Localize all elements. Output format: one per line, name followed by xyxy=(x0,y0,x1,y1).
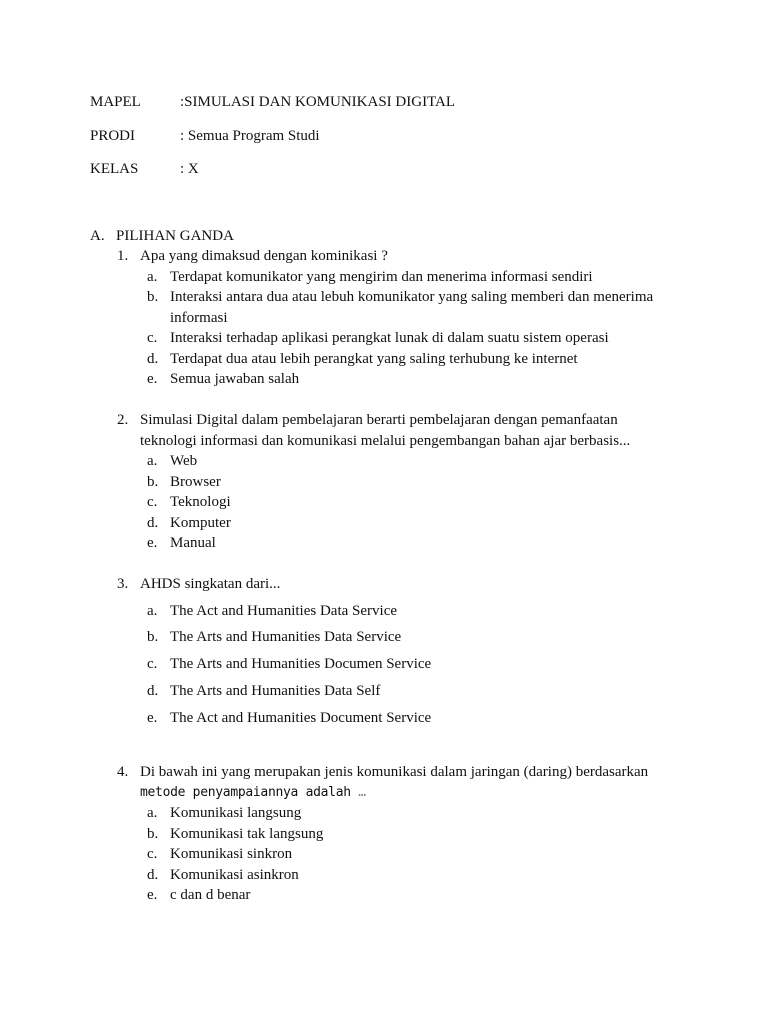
option-list xyxy=(117,451,677,554)
option-item xyxy=(117,844,677,865)
option-item xyxy=(117,708,677,728)
prodi-label: PRODI xyxy=(90,128,136,144)
option-text: Web xyxy=(170,453,198,469)
option-text: Terdapat dua atau lebih perangkat yang saling terhubung ke internet xyxy=(170,350,578,367)
question-number: 1. xyxy=(117,248,129,264)
question-1 xyxy=(117,246,677,390)
option-text: Semua jawaban salah xyxy=(170,371,300,387)
prodi-value: : Semua Program Studi xyxy=(180,128,320,144)
option-letter: c. xyxy=(147,656,158,673)
option-text: The Act and Humanities Document Service xyxy=(170,709,432,726)
question-stem: Simulasi Digital dalam pembelajaran berarti pembelajaran dengan pemanfaatan teknologi informasi dan komunikasi melalui pengembangan bahan ajar berbasis... xyxy=(140,412,631,449)
ellipsis: … xyxy=(358,784,366,800)
option-letter: c. xyxy=(147,330,158,346)
mapel-value: :SIMULASI DAN KOMUNIKASI DIGITAL xyxy=(180,94,456,110)
question-stem: AHDS singkatan dari... xyxy=(140,576,281,592)
question-stem: Apa yang dimaksud dengan kominikasi ? xyxy=(140,248,388,264)
option-letter: c. xyxy=(147,846,158,862)
option-item xyxy=(117,601,677,621)
option-item xyxy=(117,349,677,370)
option-text: The Act and Humanities Data Service xyxy=(170,602,398,619)
option-item xyxy=(117,803,677,824)
option-text: The Arts and Humanities Data Service xyxy=(170,629,402,646)
section-heading xyxy=(90,226,234,246)
option-letter: b. xyxy=(147,825,159,842)
option-letter: a. xyxy=(147,602,158,619)
option-text: Browser xyxy=(170,473,221,490)
option-item xyxy=(117,267,677,288)
option-item xyxy=(117,654,677,674)
option-item xyxy=(117,885,677,906)
option-item xyxy=(117,287,677,328)
section-letter: A. xyxy=(90,228,105,244)
option-item xyxy=(117,451,677,472)
option-letter: a. xyxy=(147,805,158,821)
option-text: Teknologi xyxy=(170,494,231,510)
option-text: Komputer xyxy=(170,514,231,531)
option-text: The Arts and Humanities Documen Service xyxy=(170,656,432,673)
option-text: Komunikasi sinkron xyxy=(170,846,293,862)
kelas-value: : X xyxy=(180,161,199,177)
option-letter: e. xyxy=(147,709,158,726)
question-number: 2. xyxy=(117,412,129,428)
mapel-label: MAPEL xyxy=(90,94,141,110)
option-item xyxy=(117,865,677,886)
option-letter: e. xyxy=(147,371,158,387)
option-letter: c. xyxy=(147,494,158,510)
option-letter: e. xyxy=(147,535,158,551)
option-letter: d. xyxy=(147,350,159,367)
option-text: Manual xyxy=(170,535,216,551)
option-letter: a. xyxy=(147,453,158,469)
option-letter: d. xyxy=(147,866,159,883)
question-stem xyxy=(140,762,677,803)
option-item xyxy=(117,369,677,390)
option-text: Komunikasi tak langsung xyxy=(170,825,324,842)
option-letter: b. xyxy=(147,473,159,490)
option-letter: a. xyxy=(147,268,158,285)
option-letter: d. xyxy=(147,514,159,531)
section-title: PILIHAN GANDA xyxy=(116,228,234,244)
option-text: Komunikasi langsung xyxy=(170,805,302,821)
option-item xyxy=(117,533,677,554)
option-text: Interaksi terhadap aplikasi perangkat lunak di dalam suatu sistem operasi xyxy=(170,330,609,346)
question-stem-line xyxy=(140,783,677,804)
option-item xyxy=(117,328,677,349)
option-text: c dan d benar xyxy=(170,887,251,903)
option-item xyxy=(117,492,677,513)
option-text: Komunikasi asinkron xyxy=(170,866,299,883)
question-stem-text: metode penyampaiannya adalah xyxy=(140,784,351,800)
option-list xyxy=(117,803,677,906)
option-letter: e. xyxy=(147,887,158,903)
option-list xyxy=(117,601,677,728)
option-letter: d. xyxy=(147,682,159,699)
option-list xyxy=(117,267,677,390)
question-stem-line: Di bawah ini yang merupakan jenis komunikasi dalam jaringan (daring) berdasarkan xyxy=(140,764,649,780)
kelas-label: KELAS xyxy=(90,161,139,177)
option-text: Interaksi antara dua atau lebuh komunikator yang saling memberi dan menerima informasi xyxy=(170,289,654,326)
option-item xyxy=(117,824,677,845)
question-3 xyxy=(117,574,677,734)
option-item xyxy=(117,472,677,493)
question-2 xyxy=(117,410,677,554)
option-letter: b. xyxy=(147,289,159,305)
option-text: The Arts and Humanities Data Self xyxy=(170,682,381,699)
option-item xyxy=(117,627,677,647)
option-item xyxy=(117,681,677,701)
option-item xyxy=(117,513,677,534)
question-number: 3. xyxy=(117,576,129,592)
question-number: 4. xyxy=(117,764,129,780)
question-4 xyxy=(117,762,677,906)
option-text: Terdapat komunikator yang mengirim dan menerima informasi sendiri xyxy=(170,268,593,285)
option-letter: b. xyxy=(147,629,159,646)
